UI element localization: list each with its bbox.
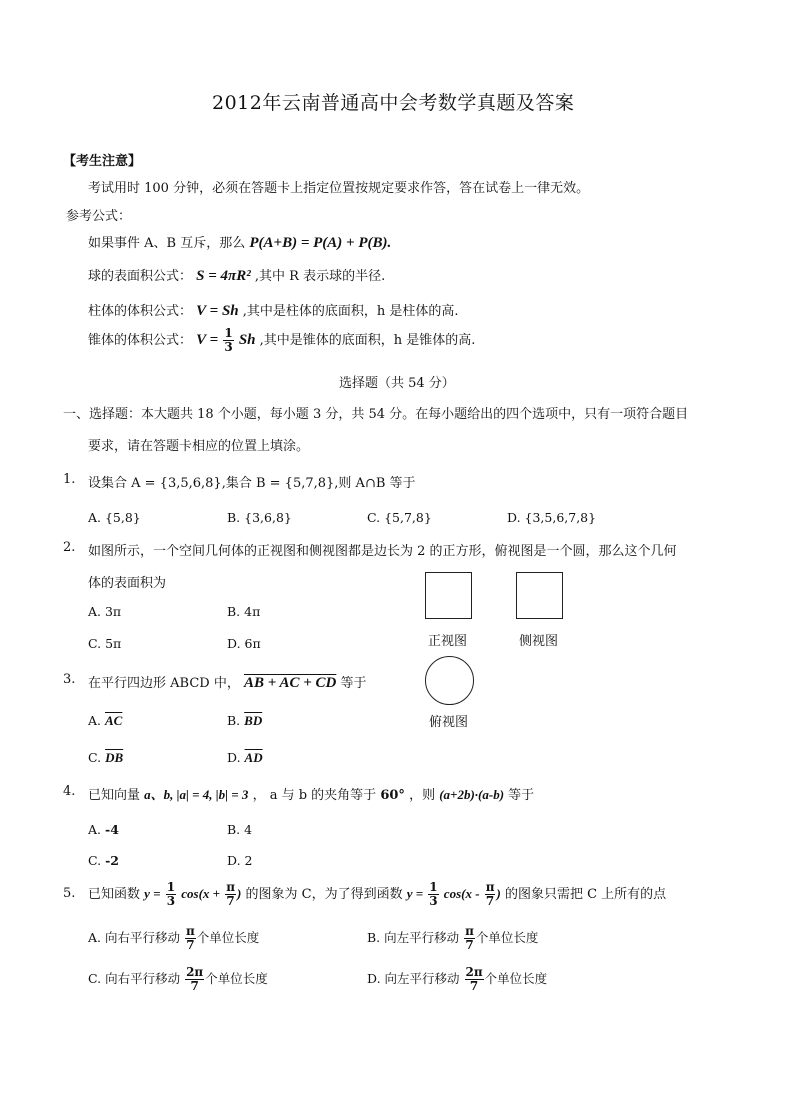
formula-suffix: ,其中是柱体的底面积，h 是柱体的高. <box>242 304 459 319</box>
stem-prefix: 在平行四边形 ABCD 中， <box>88 676 240 691</box>
fraction-denominator: 7 <box>226 894 235 908</box>
stem-suffix: 等于 <box>340 676 367 691</box>
formula-rhs: Sh <box>238 332 256 348</box>
option-label: A. <box>88 822 102 837</box>
front-view-label: 正视图 <box>428 634 468 649</box>
section-title: 选择题（共 54 分） <box>339 376 455 391</box>
formula-line-4 <box>88 327 475 354</box>
option-tail: 个单位长度 <box>484 971 548 986</box>
option-d <box>227 750 263 766</box>
option-d: D. 6π <box>227 636 261 651</box>
option-c <box>88 966 268 993</box>
angle-value: 60° <box>380 788 405 803</box>
formula-prefix: 锥体的体积公式： <box>88 333 193 348</box>
option-label: C. 向右平行移动 <box>88 971 181 986</box>
formula-lhs: V = <box>196 332 219 348</box>
vector-expression: AB + AC + CD <box>243 675 337 691</box>
formula-line-3 <box>88 300 459 320</box>
fraction-numerator: π <box>185 924 195 938</box>
fraction <box>428 881 438 908</box>
option-label: A. 向右平行移动 <box>88 930 180 945</box>
fraction <box>185 925 196 952</box>
fraction-numerator: π <box>465 924 474 938</box>
question-stem: 设集合 A = {3,5,6,8},集合 B = {5,7,8},则 A∩B 等于 <box>88 476 416 491</box>
question-number: 4. <box>63 784 76 799</box>
fraction-numerator: 1 <box>224 326 233 340</box>
formula-prefix: 如果事件 A、B 互斥，那么 <box>88 236 246 251</box>
option-c: C. 5π <box>88 636 122 651</box>
top-view-circle <box>425 656 474 705</box>
option-label: B. <box>227 713 241 728</box>
fraction-numerator: 2π <box>465 965 483 979</box>
function-body: cos(x - <box>443 886 480 901</box>
fraction <box>166 881 176 908</box>
formula-suffix: ,其中是锥体的底面积，h 是锥体的高. <box>259 333 476 348</box>
fraction <box>185 966 204 993</box>
option-vector: $\overline{BD}$ <box>244 713 263 728</box>
question-number: 2. <box>63 540 76 555</box>
option-vector: $\overline{DB}$ <box>105 750 124 765</box>
option-tail: 个单位长度 <box>205 971 268 986</box>
option-b: B. 4 <box>227 822 253 837</box>
formula-line-1 <box>88 232 391 252</box>
option-label: D. <box>227 750 241 765</box>
fraction-denominator: 3 <box>224 340 233 354</box>
stem-middle: ， a 与 b 的夹角等于 <box>252 788 377 803</box>
option-c: C. {5,7,8} <box>367 510 432 525</box>
fraction-denominator: 7 <box>465 938 474 952</box>
option-d: D. {3,5,6,7,8} <box>507 510 597 525</box>
fraction-numerator: 1 <box>429 880 438 894</box>
option-b <box>227 713 262 729</box>
option-a: A. 3π <box>88 604 122 619</box>
front-view-square <box>425 572 472 619</box>
question-stem-line-1: 如图所示，一个空间几何体的正视图和侧视图都是边长为 2 的正方形，俯视图是一个圆，那么这个几何 <box>88 544 677 559</box>
notice-heading: 【考生注意】 <box>63 154 142 169</box>
page-title: 2012年云南普通高中会考数学真题及答案 <box>212 92 575 114</box>
formula-heading: 参考公式： <box>66 209 132 224</box>
option-vector: $\overline{AC}$ <box>105 713 123 728</box>
stem-suffix: 的图象只需把 C 上所有的点 <box>504 887 667 902</box>
fraction-denominator: 7 <box>186 938 195 952</box>
option-value: -4 <box>105 822 119 837</box>
question-number: 1. <box>63 472 76 487</box>
formula-expression: S = 4πR² <box>196 268 251 284</box>
stem-middle-2: ，则 <box>409 788 436 803</box>
question-stem-line-2: 体的表面积为 <box>88 576 167 591</box>
formula-suffix: ,其中 R 表示球的半径. <box>254 269 386 284</box>
fraction-denominator: 7 <box>190 979 199 993</box>
fraction-numerator: π <box>485 880 495 894</box>
side-view-label: 侧视图 <box>519 634 559 649</box>
side-view-square <box>516 572 563 619</box>
option-b: B. {3,6,8} <box>227 510 292 525</box>
stem-prefix: 已知函数 <box>88 887 141 902</box>
formula-line-2 <box>88 265 385 285</box>
option-b <box>367 925 538 952</box>
option-c <box>88 853 119 868</box>
fraction-denominator: 3 <box>429 894 438 908</box>
option-vector: $\overline{AD}$ <box>244 750 263 765</box>
instructions-line-1: 一、选择题：本大题共 18 个小题，每小题 3 分，共 54 分。在每小题给出的四个选项中，只有一项符合题目 <box>63 407 689 422</box>
option-label: A. <box>88 713 102 728</box>
option-d <box>367 966 547 993</box>
fraction-denominator: 3 <box>166 894 176 908</box>
formula-expression: V = Sh <box>196 303 239 319</box>
dot-product-expression: (a+2b)·(a-b) <box>439 787 505 802</box>
question-number: 5. <box>63 886 76 901</box>
stem-prefix: 已知向量 <box>88 788 141 803</box>
option-a: A. {5,8} <box>88 510 141 525</box>
formula-prefix: 球的表面积公式： <box>88 269 193 284</box>
fraction <box>485 881 496 908</box>
question-stem <box>88 784 534 803</box>
option-value: -2 <box>105 853 119 868</box>
fraction <box>465 966 484 993</box>
fraction-denominator: 7 <box>485 894 495 908</box>
function-body: cos(x + <box>181 886 221 901</box>
stem-suffix: 等于 <box>508 788 535 803</box>
option-label: C. <box>88 750 102 765</box>
option-label: D. 向左平行移动 <box>367 971 460 986</box>
closing-paren: ) <box>496 886 501 901</box>
option-tail: 个单位长度 <box>475 930 539 945</box>
formula-expression: P(A+B) = P(A) + P(B). <box>249 235 392 251</box>
vector-expression: a、b, |a| = 4, |b| = 3 <box>144 787 249 802</box>
top-view-label: 俯视图 <box>429 715 469 730</box>
stem-middle: 的图象为 C，为了得到函数 <box>245 887 403 902</box>
fraction <box>225 881 236 908</box>
instructions-line-2: 要求，请在答题卡相应的位置上填涂。 <box>88 439 310 454</box>
option-b: B. 4π <box>227 604 261 619</box>
question-stem <box>88 881 666 908</box>
fraction-denominator: 7 <box>469 979 479 993</box>
notice-text: 考试用时 100 分钟，必须在答题卡上指定位置按规定要求作答，答在试卷上一律无效。 <box>88 181 590 196</box>
option-label: C. <box>88 853 102 868</box>
function-lhs: y = <box>144 886 161 901</box>
question-stem <box>88 672 367 692</box>
closing-paren: ) <box>237 886 242 901</box>
fraction-numerator: 2π <box>186 965 204 979</box>
fraction-numerator: π <box>226 880 235 894</box>
option-d: D. 2 <box>227 853 253 868</box>
question-number: 3. <box>63 672 76 687</box>
option-a <box>88 713 122 729</box>
option-c <box>88 750 123 766</box>
option-a <box>88 925 259 952</box>
option-label: B. 向左平行移动 <box>367 930 460 945</box>
fraction-numerator: 1 <box>166 880 176 894</box>
option-a <box>88 822 119 837</box>
function-lhs: y = <box>406 886 424 901</box>
fraction <box>464 925 475 952</box>
formula-prefix: 柱体的体积公式： <box>88 304 193 319</box>
fraction <box>223 327 233 354</box>
option-tail: 个单位长度 <box>196 930 260 945</box>
